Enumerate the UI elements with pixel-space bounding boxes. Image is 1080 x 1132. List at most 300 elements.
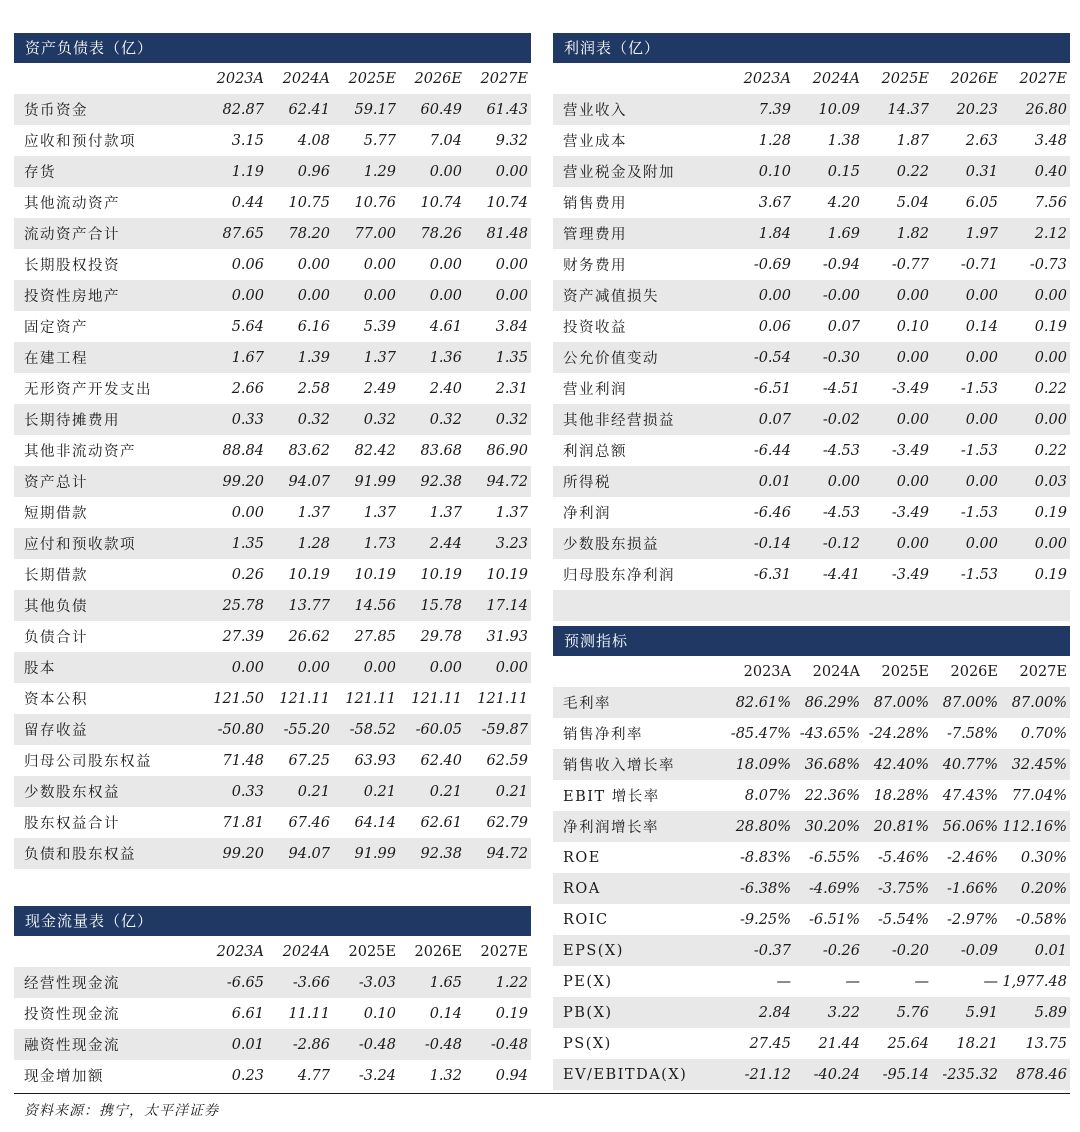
value-cell: -4.41 bbox=[822, 566, 860, 583]
income-statement-header-row bbox=[553, 63, 1070, 94]
table-row bbox=[14, 94, 531, 125]
value-cell: -6.31 bbox=[753, 566, 791, 583]
value-cell: 91.99 bbox=[333, 466, 399, 497]
value-cell: 0.00 bbox=[794, 466, 863, 497]
value-cell: 0.20% bbox=[1001, 873, 1070, 904]
year-header: 2027E bbox=[480, 70, 528, 87]
row-label: PB(X) bbox=[553, 997, 725, 1028]
value-cell: 62.41 bbox=[267, 94, 333, 125]
value-cell: 59.17 bbox=[333, 94, 399, 125]
value-cell: 0.21 bbox=[267, 776, 333, 807]
header-label-cell bbox=[14, 63, 201, 94]
value-cell: -95.14 bbox=[863, 1059, 932, 1090]
value-cell: 0.00 bbox=[201, 652, 267, 683]
row-label: 融资性现金流 bbox=[14, 1029, 201, 1060]
value-cell: 0.22 bbox=[863, 156, 932, 187]
value-cell: -4.51 bbox=[822, 380, 860, 397]
value-cell: 1.19 bbox=[201, 156, 267, 187]
value-cell: 13.75 bbox=[1025, 1035, 1067, 1052]
year-header: 2026E bbox=[414, 943, 462, 960]
row-label: 营业利润 bbox=[563, 382, 627, 398]
value-cell: -0.37 bbox=[725, 935, 794, 966]
value-cell: 1.69 bbox=[794, 218, 863, 249]
value-cell: -0.09 bbox=[932, 935, 1001, 966]
value-cell: 1.87 bbox=[896, 132, 929, 149]
table-row bbox=[553, 559, 1070, 590]
value-cell: 67.25 bbox=[288, 752, 330, 769]
table-row bbox=[553, 749, 1070, 780]
value-cell: -0.48 bbox=[465, 1029, 531, 1060]
value-cell: 121.50 bbox=[213, 690, 264, 707]
table-row bbox=[14, 807, 531, 838]
value-cell: 0.00 bbox=[932, 404, 1001, 435]
value-cell: 99.20 bbox=[201, 838, 267, 869]
table-row bbox=[553, 873, 1070, 904]
value-cell: 10.74 bbox=[486, 194, 528, 211]
row-label: 财务费用 bbox=[563, 258, 627, 274]
value-cell: 0.00 bbox=[333, 280, 399, 311]
value-cell: 82.61% bbox=[725, 687, 794, 718]
value-cell: 10.19 bbox=[486, 566, 528, 583]
source-note: 资料来源：携宁，太平洋证券 bbox=[24, 1103, 219, 1119]
cash-flow-table bbox=[14, 936, 531, 1091]
value-cell: 2.49 bbox=[363, 380, 396, 397]
value-cell: 18.09% bbox=[725, 749, 794, 780]
value-cell: 6.16 bbox=[297, 318, 330, 335]
value-cell: 0.19 bbox=[1034, 566, 1067, 583]
year-header: 2023A bbox=[743, 70, 791, 87]
table-row bbox=[14, 714, 531, 745]
table-row bbox=[14, 311, 531, 342]
balance-sheet-title: 资产负债表（亿） bbox=[14, 33, 531, 63]
row-label: 货币资金 bbox=[14, 94, 201, 125]
value-cell: -0.54 bbox=[725, 342, 794, 373]
value-cell: 0.14 bbox=[429, 1005, 462, 1022]
value-cell: 121.11 bbox=[477, 690, 528, 707]
year-header: 2024A bbox=[282, 943, 330, 960]
table-row bbox=[553, 466, 1070, 497]
table-row bbox=[14, 342, 531, 373]
value-cell: 1.97 bbox=[932, 218, 1001, 249]
row-label: 长期借款 bbox=[24, 568, 88, 584]
value-cell: 0.00 bbox=[1001, 404, 1070, 435]
row-label: 留存收益 bbox=[14, 714, 201, 745]
value-cell: 0.21 bbox=[333, 776, 399, 807]
value-cell: 2.44 bbox=[399, 528, 465, 559]
value-cell: 82.42 bbox=[354, 442, 396, 459]
value-cell: -21.12 bbox=[725, 1059, 794, 1090]
row-label: 销售费用 bbox=[563, 196, 627, 212]
value-cell: — bbox=[845, 973, 860, 990]
value-cell: 88.84 bbox=[222, 442, 264, 459]
value-cell: 92.38 bbox=[399, 466, 465, 497]
value-cell: 1.84 bbox=[725, 218, 794, 249]
value-cell: 4.77 bbox=[297, 1067, 330, 1084]
row-label: 经营性现金流 bbox=[14, 967, 201, 998]
year-header: 2025E bbox=[881, 70, 929, 87]
value-cell: -6.51 bbox=[753, 380, 791, 397]
table-row bbox=[14, 776, 531, 807]
row-label: 少数股东损益 bbox=[553, 528, 725, 559]
forecast-title: 预测指标 bbox=[553, 626, 1070, 656]
table-row bbox=[553, 280, 1070, 311]
value-cell: 0.06 bbox=[231, 256, 264, 273]
value-cell: -1.53 bbox=[960, 380, 998, 397]
value-cell: 94.07 bbox=[267, 466, 333, 497]
value-cell: — bbox=[776, 973, 791, 990]
balance-sheet-table bbox=[14, 63, 531, 869]
value-cell: -1.53 bbox=[960, 566, 998, 583]
row-label: 其他非流动资产 bbox=[24, 444, 136, 460]
value-cell: 0.23 bbox=[231, 1067, 264, 1084]
value-cell: -3.24 bbox=[358, 1067, 396, 1084]
value-cell: 1.65 bbox=[399, 967, 465, 998]
value-cell: 61.43 bbox=[465, 94, 531, 125]
value-cell: 62.61 bbox=[420, 814, 462, 831]
value-cell: 14.56 bbox=[333, 590, 399, 621]
value-cell: 5.64 bbox=[231, 318, 264, 335]
value-cell: 32.45% bbox=[1001, 749, 1070, 780]
value-cell: 87.00% bbox=[863, 687, 932, 718]
value-cell: 6.05 bbox=[965, 194, 998, 211]
value-cell: 1.35 bbox=[465, 342, 531, 373]
row-label: PE(X) bbox=[563, 973, 613, 990]
table-row bbox=[553, 811, 1070, 842]
year-header: 2025E bbox=[881, 663, 929, 680]
value-cell: 0.00 bbox=[725, 280, 794, 311]
blank-spacer-row bbox=[553, 590, 1070, 621]
value-cell: 0.26 bbox=[231, 566, 264, 583]
table-row bbox=[14, 156, 531, 187]
value-cell: 1.35 bbox=[201, 528, 267, 559]
table-row bbox=[553, 342, 1070, 373]
value-cell: 7.56 bbox=[1034, 194, 1067, 211]
value-cell: 0.33 bbox=[201, 776, 267, 807]
value-cell: 0.00 bbox=[333, 652, 399, 683]
value-cell: 1,977.48 bbox=[1002, 973, 1067, 990]
value-cell: -6.51% bbox=[809, 911, 860, 928]
value-cell: 77.04% bbox=[1011, 787, 1067, 804]
row-label: EV/EBITDA(X) bbox=[553, 1059, 725, 1090]
table-row bbox=[14, 1029, 531, 1060]
value-cell: 25.64 bbox=[887, 1035, 929, 1052]
table-row bbox=[14, 621, 531, 652]
table-row bbox=[14, 218, 531, 249]
value-cell: 1.37 bbox=[363, 504, 396, 521]
table-row bbox=[14, 435, 531, 466]
row-label: 其他非经营损益 bbox=[553, 404, 725, 435]
row-label: 销售净利率 bbox=[563, 727, 643, 743]
value-cell: 0.00 bbox=[297, 256, 330, 273]
table-row bbox=[553, 904, 1070, 935]
value-cell: 0.00 bbox=[399, 652, 465, 683]
table-row bbox=[553, 966, 1070, 997]
value-cell: 0.01 bbox=[725, 466, 794, 497]
value-cell: 10.74 bbox=[420, 194, 462, 211]
balance-sheet-panel bbox=[14, 33, 531, 869]
value-cell: -5.46% bbox=[878, 849, 929, 866]
row-label: 少数股东权益 bbox=[14, 776, 201, 807]
row-label: 利润总额 bbox=[563, 444, 627, 460]
value-cell: 0.00 bbox=[863, 404, 932, 435]
table-row bbox=[553, 780, 1070, 811]
value-cell: 4.08 bbox=[297, 132, 330, 149]
income-statement-table bbox=[553, 63, 1070, 590]
value-cell: 0.03 bbox=[1001, 466, 1070, 497]
value-cell: 0.10 bbox=[725, 156, 794, 187]
value-cell: 14.37 bbox=[863, 94, 932, 125]
value-cell: 0.15 bbox=[794, 156, 863, 187]
value-cell: -2.46% bbox=[947, 849, 998, 866]
row-label: 资本公积 bbox=[24, 692, 88, 708]
value-cell: 94.07 bbox=[267, 838, 333, 869]
value-cell: 63.93 bbox=[354, 752, 396, 769]
value-cell: 77.00 bbox=[333, 218, 399, 249]
table-row bbox=[553, 311, 1070, 342]
value-cell: 94.72 bbox=[465, 466, 531, 497]
value-cell: 31.93 bbox=[486, 628, 528, 645]
value-cell: -3.66 bbox=[267, 967, 333, 998]
value-cell: 2.63 bbox=[965, 132, 998, 149]
row-label: 存货 bbox=[14, 156, 201, 187]
value-cell: 10.19 bbox=[354, 566, 396, 583]
value-cell: 20.81% bbox=[863, 811, 932, 842]
value-cell: 0.00 bbox=[465, 652, 531, 683]
value-cell: 1.32 bbox=[429, 1067, 462, 1084]
row-label: 股本 bbox=[14, 652, 201, 683]
row-label: 销售收入增长率 bbox=[553, 749, 725, 780]
value-cell: 17.14 bbox=[465, 590, 531, 621]
value-cell: 7.04 bbox=[429, 132, 462, 149]
value-cell: -0.26 bbox=[794, 935, 863, 966]
row-label: 净利润 bbox=[563, 506, 611, 522]
value-cell: -0.00 bbox=[794, 280, 863, 311]
value-cell: -6.65 bbox=[201, 967, 267, 998]
value-cell: 5.91 bbox=[932, 997, 1001, 1028]
header-label-cell bbox=[553, 656, 725, 687]
row-label: 在建工程 bbox=[14, 342, 201, 373]
table-row bbox=[553, 842, 1070, 873]
value-cell: 87.00% bbox=[1001, 687, 1070, 718]
value-cell: 0.00 bbox=[399, 156, 465, 187]
value-cell: 2.12 bbox=[1001, 218, 1070, 249]
value-cell: 78.26 bbox=[399, 218, 465, 249]
header-label-cell bbox=[14, 936, 201, 967]
value-cell: 0.00 bbox=[465, 156, 531, 187]
row-label: 无形资产开发支出 bbox=[24, 382, 152, 398]
table-row bbox=[553, 1028, 1070, 1059]
value-cell: 15.78 bbox=[399, 590, 465, 621]
value-cell: 4.61 bbox=[429, 318, 462, 335]
value-cell: 86.90 bbox=[486, 442, 528, 459]
value-cell: 0.94 bbox=[495, 1067, 528, 1084]
value-cell: 64.14 bbox=[354, 814, 396, 831]
forecast-table bbox=[553, 656, 1070, 1090]
table-row bbox=[553, 687, 1070, 718]
value-cell: -40.24 bbox=[794, 1059, 863, 1090]
table-row bbox=[14, 1060, 531, 1091]
table-row bbox=[14, 125, 531, 156]
value-cell: 0.32 bbox=[267, 404, 333, 435]
income-statement-title: 利润表（亿） bbox=[553, 33, 1070, 63]
value-cell: 94.72 bbox=[465, 838, 531, 869]
table-row bbox=[14, 652, 531, 683]
value-cell: 91.99 bbox=[333, 838, 399, 869]
value-cell: 0.19 bbox=[495, 1005, 528, 1022]
table-row bbox=[14, 967, 531, 998]
value-cell: 0.00 bbox=[465, 280, 531, 311]
table-row bbox=[553, 935, 1070, 966]
value-cell: -55.20 bbox=[267, 714, 333, 745]
value-cell: 1.22 bbox=[465, 967, 531, 998]
value-cell: -3.49 bbox=[891, 504, 929, 521]
row-label: 应付和预收款项 bbox=[14, 528, 201, 559]
row-label: 股东权益合计 bbox=[24, 816, 120, 832]
value-cell: -235.32 bbox=[932, 1059, 1001, 1090]
year-header: 2023A bbox=[216, 70, 264, 87]
value-cell: 81.48 bbox=[465, 218, 531, 249]
row-label: ROA bbox=[553, 873, 725, 904]
value-cell: 121.11 bbox=[411, 690, 462, 707]
value-cell: 11.11 bbox=[288, 1005, 330, 1022]
value-cell: 121.11 bbox=[279, 690, 330, 707]
value-cell: 27.39 bbox=[222, 628, 264, 645]
table-row bbox=[14, 998, 531, 1029]
value-cell: 8.07% bbox=[744, 787, 791, 804]
value-cell: 2.58 bbox=[297, 380, 330, 397]
table-row bbox=[553, 373, 1070, 404]
row-label: 长期股权投资 bbox=[24, 258, 120, 274]
value-cell: -0.73 bbox=[1029, 256, 1067, 273]
value-cell: 0.01 bbox=[1001, 935, 1070, 966]
year-header: 2025E bbox=[348, 70, 396, 87]
value-cell: 25.78 bbox=[201, 590, 267, 621]
cash-flow-panel bbox=[14, 906, 531, 1091]
value-cell: -6.44 bbox=[753, 442, 791, 459]
value-cell: 62.79 bbox=[486, 814, 528, 831]
value-cell: 83.62 bbox=[288, 442, 330, 459]
value-cell: -0.12 bbox=[794, 528, 863, 559]
table-row bbox=[14, 373, 531, 404]
value-cell: 18.28% bbox=[873, 787, 929, 804]
value-cell: 1.38 bbox=[827, 132, 860, 149]
value-cell: 0.22 bbox=[1034, 442, 1067, 459]
value-cell: -0.94 bbox=[822, 256, 860, 273]
row-label: 应收和预付款项 bbox=[24, 134, 136, 150]
value-cell: 0.00 bbox=[863, 528, 932, 559]
value-cell: -7.58% bbox=[947, 725, 998, 742]
row-label: EBIT 增长率 bbox=[563, 789, 660, 805]
value-cell: 5.76 bbox=[863, 997, 932, 1028]
value-cell: 5.77 bbox=[363, 132, 396, 149]
value-cell: 29.78 bbox=[420, 628, 462, 645]
value-cell: 87.00% bbox=[932, 687, 1001, 718]
value-cell: -58.52 bbox=[333, 714, 399, 745]
value-cell: -43.65% bbox=[799, 725, 860, 742]
value-cell: 47.43% bbox=[942, 787, 998, 804]
value-cell: -0.48 bbox=[399, 1029, 465, 1060]
forecast-panel bbox=[553, 626, 1070, 1090]
value-cell: 0.32 bbox=[399, 404, 465, 435]
row-label: 营业税金及附加 bbox=[553, 156, 725, 187]
year-header: 2027E bbox=[480, 943, 528, 960]
value-cell: 0.00 bbox=[1001, 342, 1070, 373]
table-row bbox=[14, 745, 531, 776]
row-label: ROIC bbox=[563, 911, 609, 928]
value-cell: 0.01 bbox=[201, 1029, 267, 1060]
value-cell: -59.87 bbox=[465, 714, 531, 745]
table-row bbox=[14, 187, 531, 218]
value-cell: 0.00 bbox=[863, 280, 932, 311]
year-header: 2026E bbox=[950, 663, 998, 680]
row-label: 现金增加额 bbox=[24, 1069, 104, 1085]
header-label-cell bbox=[553, 63, 725, 94]
value-cell: 92.38 bbox=[399, 838, 465, 869]
row-label: 固定资产 bbox=[24, 320, 88, 336]
value-cell: 0.00 bbox=[932, 466, 1001, 497]
row-label: 流动资产合计 bbox=[14, 218, 201, 249]
value-cell: 71.81 bbox=[222, 814, 264, 831]
value-cell: 13.77 bbox=[267, 590, 333, 621]
row-label: 归母股东净利润 bbox=[563, 568, 675, 584]
value-cell: — bbox=[983, 973, 998, 990]
value-cell: -3.49 bbox=[891, 380, 929, 397]
value-cell: -0.02 bbox=[794, 404, 863, 435]
row-label: EPS(X) bbox=[553, 935, 725, 966]
value-cell: — bbox=[914, 973, 929, 990]
value-cell: 10.75 bbox=[288, 194, 330, 211]
year-header: 2025E bbox=[348, 943, 396, 960]
value-cell: 10.19 bbox=[288, 566, 330, 583]
value-cell: 1.37 bbox=[297, 504, 330, 521]
row-label: 管理费用 bbox=[553, 218, 725, 249]
value-cell: 0.00 bbox=[363, 256, 396, 273]
value-cell: 5.04 bbox=[896, 194, 929, 211]
table-row bbox=[553, 249, 1070, 280]
value-cell: 0.00 bbox=[1001, 280, 1070, 311]
value-cell: 0.21 bbox=[399, 776, 465, 807]
value-cell: 0.44 bbox=[231, 194, 264, 211]
value-cell: 0.00 bbox=[495, 256, 528, 273]
value-cell: -0.58% bbox=[1016, 911, 1067, 928]
value-cell: 7.39 bbox=[725, 94, 794, 125]
value-cell: -6.55% bbox=[809, 849, 860, 866]
value-cell: 36.68% bbox=[794, 749, 863, 780]
value-cell: 0.00 bbox=[863, 342, 932, 373]
year-header: 2026E bbox=[950, 70, 998, 87]
table-row bbox=[14, 528, 531, 559]
value-cell: 3.67 bbox=[758, 194, 791, 211]
value-cell: -24.28% bbox=[868, 725, 929, 742]
table-row bbox=[14, 838, 531, 869]
cash-flow-title: 现金流量表（亿） bbox=[14, 906, 531, 936]
table-row bbox=[553, 404, 1070, 435]
value-cell: 5.89 bbox=[1001, 997, 1070, 1028]
value-cell: 2.31 bbox=[495, 380, 528, 397]
value-cell: 0.32 bbox=[465, 404, 531, 435]
value-cell: 878.46 bbox=[1001, 1059, 1070, 1090]
value-cell: -6.46 bbox=[753, 504, 791, 521]
table-row bbox=[14, 559, 531, 590]
table-row bbox=[553, 156, 1070, 187]
year-header: 2027E bbox=[1019, 70, 1067, 87]
value-cell: 4.20 bbox=[827, 194, 860, 211]
table-row bbox=[553, 94, 1070, 125]
table-row bbox=[553, 125, 1070, 156]
value-cell: 26.80 bbox=[1001, 94, 1070, 125]
value-cell: 0.06 bbox=[758, 318, 791, 335]
value-cell: 0.00 bbox=[1001, 528, 1070, 559]
